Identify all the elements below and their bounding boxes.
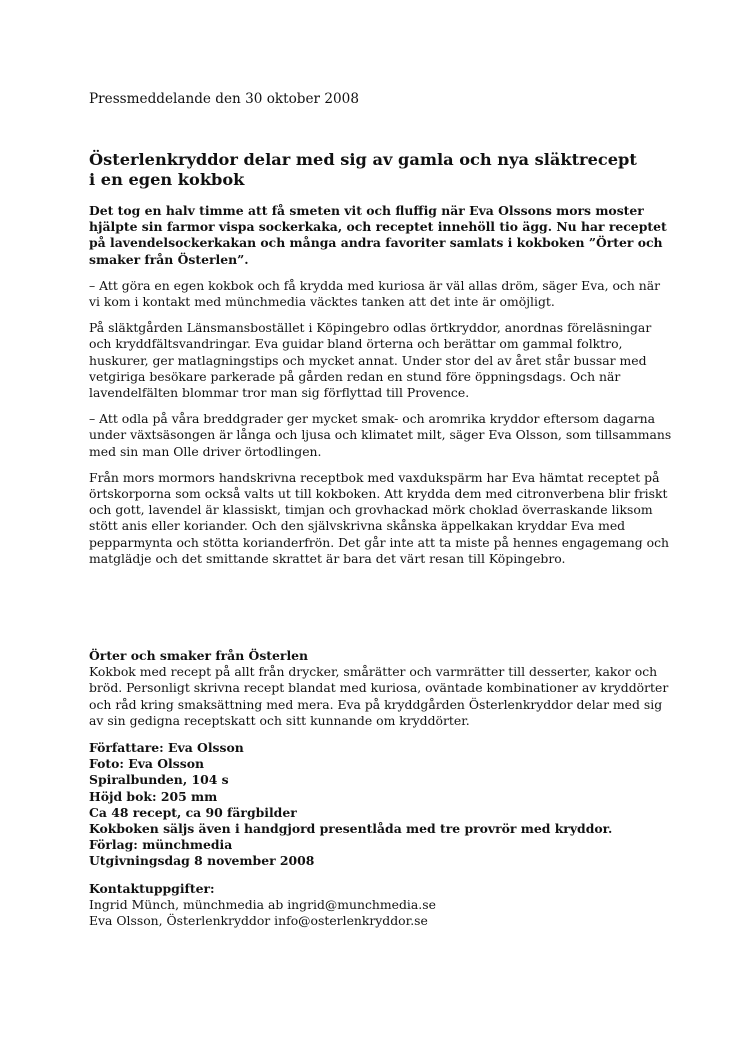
fact-binding: Spiralbunden, 104 s bbox=[89, 772, 229, 788]
fact-contents: Ca 48 recept, ca 90 färgbilder bbox=[89, 804, 297, 820]
book-description: Kokbok med recept på allt från drycker, smårätter och varmrätter till desserter, kakor och bröd. Personligt skrivna recept blandat med kuriosa, oväntade kombinationer av kryddörter och råd kring smaksättning med mera. Eva på kryddgården Österlenkryddor delar med sig av sin gedigna receptskatt och sitt kunnande om kryddörter. bbox=[89, 664, 669, 728]
body-paragraph: På släktgården Länsmansbostället i Köpingebro odlas örtkryddor, anordnas föreläsningar och kryddfältsvandringar. Eva guidar bland örterna och berättar om gammal folktro, huskurer, ger matlagningstips och mycket annat. Under stor del av året står bussar med vetgiriga besökare parkerade på gården redan en stund före öppningsdags. Och när lavendelfälten blommar tror man sig förflyttad till Provence. bbox=[89, 320, 652, 401]
dateline: Pressmeddelande den 30 oktober 2008 bbox=[89, 91, 359, 107]
body-paragraph: Från mors mormors handskrivna receptbok med vaxdukspärm har Eva hämtat receptet på örtskorporna som också valts ut till kokboken. Att krydda dem med citronverbena blir friskt och gott, lavendel är klassiskt, timjan och grovhackad mörk choklad överraskande liksom stött anis eller koriander. Och den självskrivna skånska äppelkakan kryddar Eva med pepparmynta och stötta korianderfrön. Det går inte att ta miste på hennes engagemang och matglädje och det smittande skrattet är bara det värt resan till Köpingebro. bbox=[89, 469, 670, 566]
fact-author: Författare: Eva Olsson bbox=[89, 740, 244, 756]
headline-line-2: i en egen kokbok bbox=[89, 170, 245, 189]
fact-release-date: Utgivningsdag 8 november 2008 bbox=[89, 853, 315, 869]
contact-heading: Kontaktuppgifter: bbox=[89, 880, 215, 896]
fact-height: Höjd bok: 205 mm bbox=[89, 788, 218, 804]
book-facts bbox=[89, 740, 674, 870]
contact-line: Eva Olsson, Österlenkryddor info@osterlenkryddor.se bbox=[89, 913, 428, 929]
body-paragraph: – Att göra en egen kokbok och få krydda med kuriosa är väl allas dröm, säger Eva, och när vi kom i kontakt med münchmedia väcktes tanken att det inte är omöjligt. bbox=[89, 277, 661, 310]
contact-section bbox=[89, 881, 674, 930]
fact-photo: Foto: Eva Olsson bbox=[89, 756, 204, 772]
body-paragraph: – Att odla på våra breddgrader ger mycket smak- och aromrika kryddor eftersom dagarna under växtsäsongen är långa och ljusa och klimatet milt, säger Eva Olsson, som tillsammans med sin man Olle driver örtodlingen. bbox=[89, 411, 672, 459]
fact-gift-box: Kokboken säljs även i handgjord presentlåda med tre provrör med kryddor. bbox=[89, 821, 613, 837]
article-body bbox=[89, 203, 674, 577]
book-title: Örter och smaker från Österlen bbox=[89, 648, 309, 663]
headline bbox=[89, 150, 674, 190]
book-info bbox=[89, 648, 674, 929]
headline-line-1: Österlenkryddor delar med sig av gamla och nya släktrecept bbox=[89, 150, 637, 169]
fact-publisher: Förlag: münchmedia bbox=[89, 837, 233, 853]
lead-paragraph: Det tog en halv timme att få smeten vit och fluffig när Eva Olssons mors moster hjälpte sin farmor vispa sockerkaka, och receptet innehöll tio ägg. Nu har receptet på lavendelsockerkakan och många andra favoriter samlats i kokboken ”Örter och smaker från Österlen”. bbox=[89, 203, 667, 267]
contact-line: Ingrid Münch, münchmedia ab ingrid@munchmedia.se bbox=[89, 896, 436, 912]
